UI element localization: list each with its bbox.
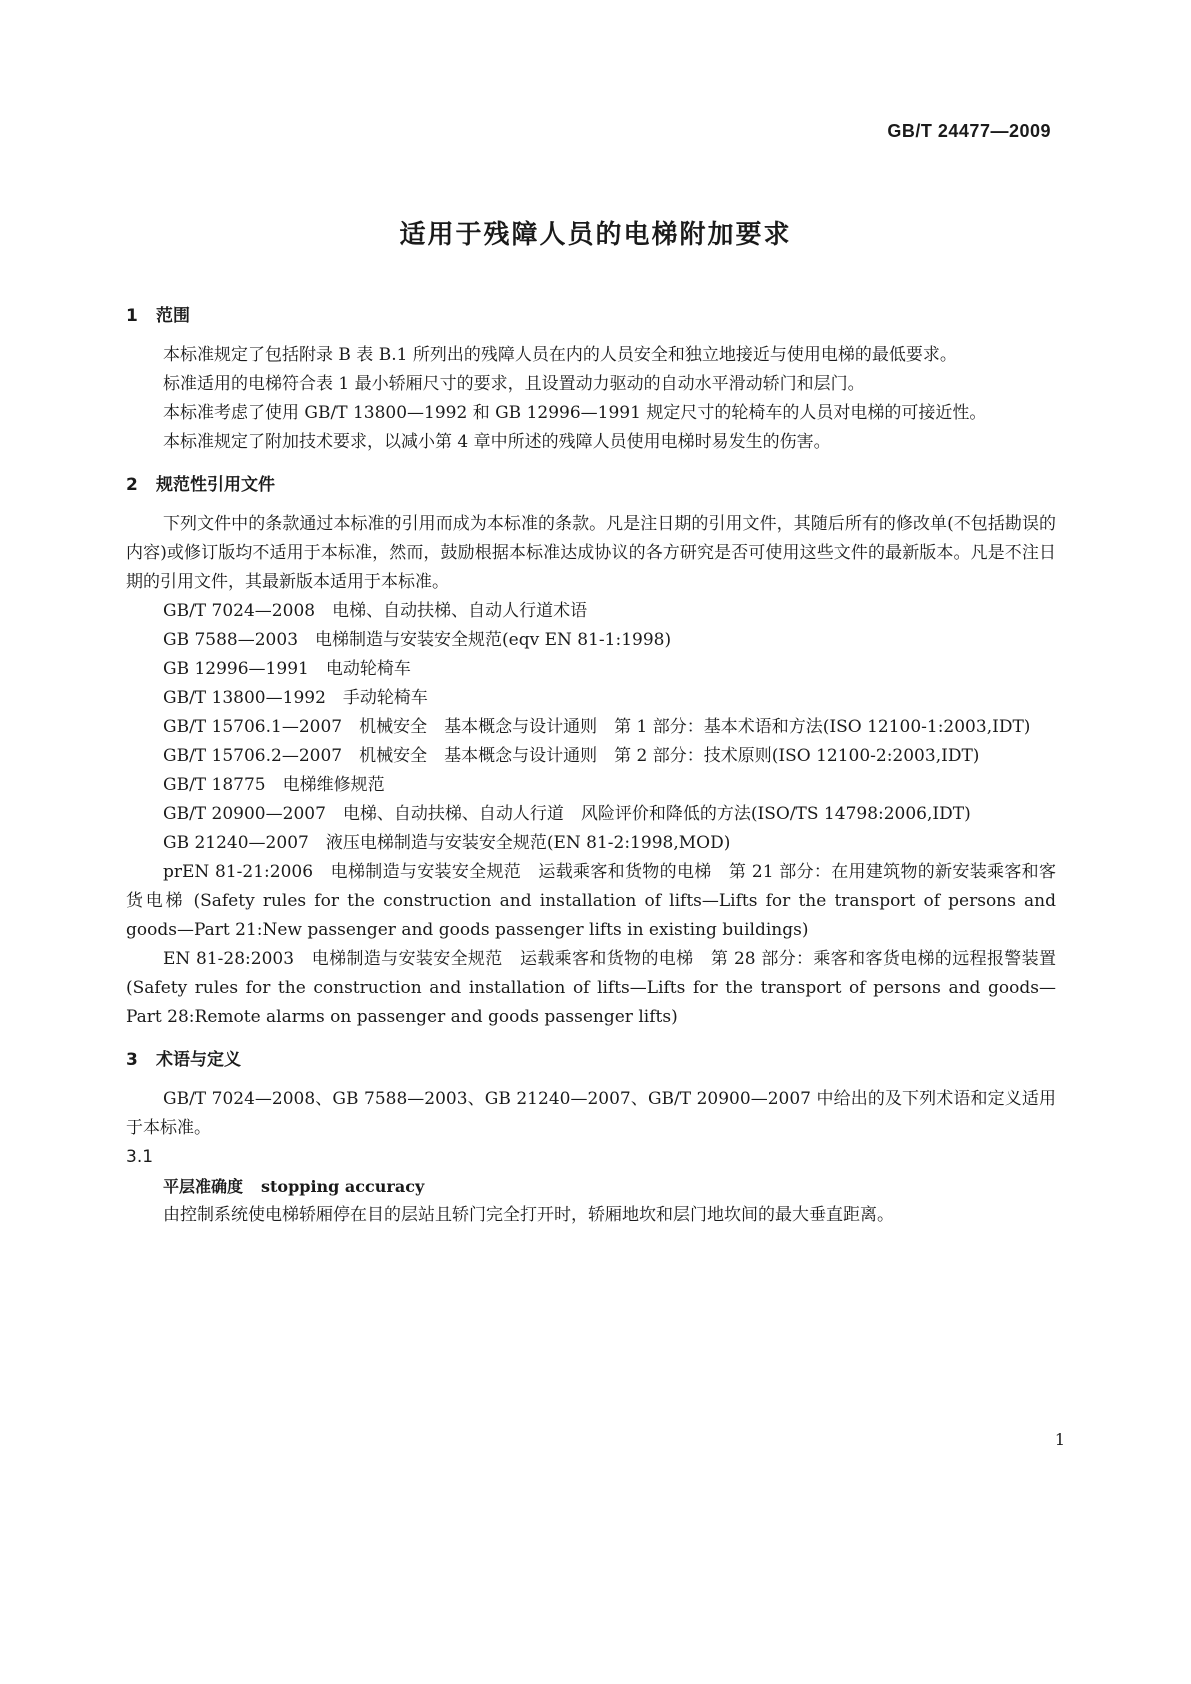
reference-item: GB 7588—2003 电梯制造与安装安全规范(eqv EN 81-1:1998): [163, 630, 672, 650]
reference-item: GB/T 20900—2007 电梯、自动扶梯、自动人行道 风险评价和降低的方法(ISO/TS 14798:2006,IDT): [163, 804, 971, 824]
reference-item: GB/T 13800—1992 手动轮椅车: [163, 688, 428, 708]
standard-code: GB/T 24477—2009: [887, 121, 1051, 141]
section-title: 范围: [156, 306, 190, 326]
reference-item: GB/T 15706.2—2007 机械安全 基本概念与设计通则 第 2 部分：技术原则(ISO 12100-2:2003,IDT): [163, 746, 980, 766]
section-number: 1: [126, 306, 138, 326]
term-entry: [126, 1172, 1056, 1201]
paragraph: 下列文件中的条款通过本标准的引用而成为本标准的条款。凡是注日期的引用文件，其随后所有的修改单(不包括勘误的内容)或修订版均不适用于本标准，然而，鼓励根据本标准达成协议的各方研究是否可使用这些文件的最新版本。凡是不注日期的引用文件，其最新版本适用于本标准。: [126, 514, 1056, 592]
term-chinese: 平层准确度: [163, 1177, 244, 1196]
paragraph: 本标准规定了附加技术要求，以减小第 4 章中所述的残障人员使用电梯时易发生的伤害。: [163, 432, 831, 452]
term-english: stopping accuracy: [261, 1177, 425, 1196]
section-number: 2: [126, 475, 138, 495]
section-number: 3: [126, 1050, 138, 1070]
section-heading-terms: [126, 1046, 1056, 1075]
paragraph: 本标准考虑了使用 GB/T 13800—1992 和 GB 12996—1991 规定尺寸的轮椅车的人员对电梯的可接近性。: [163, 403, 987, 423]
section-title: 术语与定义: [156, 1050, 241, 1070]
clause-number: 3.1: [126, 1147, 154, 1167]
reference-item: GB/T 15706.1—2007 机械安全 基本概念与设计通则 第 1 部分：基本术语和方法(ISO 12100-1:2003,IDT): [163, 717, 1031, 737]
reference-item: GB 21240—2007 液压电梯制造与安装安全规范(EN 81-2:1998,MOD): [163, 833, 731, 853]
page-title: 适用于残障人员的电梯附加要求: [399, 220, 792, 250]
paragraph: GB/T 7024—2008、GB 7588—2003、GB 21240—2007、GB/T 20900—2007 中给出的及下列术语和定义适用于本标准。: [126, 1089, 1056, 1138]
reference-item: EN 81-28:2003 电梯制造与安装安全规范 运载乘客和货物的电梯 第 28 部分：乘客和客货电梯的远程报警装置(Safety rules for the construction and installation of lifts—Lifts for the transport of persons and goods—Part 28:Remote alarms on passenger and goods passenger lifts): [126, 949, 1056, 1027]
paragraph: 标准适用的电梯符合表 1 最小轿厢尺寸的要求，且设置动力驱动的自动水平滑动轿门和层门。: [163, 374, 865, 394]
page-number: 1: [1054, 1430, 1065, 1449]
section-heading-normative-references: [126, 471, 1056, 500]
document-body: [126, 302, 1062, 1230]
reference-item: GB 12996—1991 电动轮椅车: [163, 659, 411, 679]
section-title: 规范性引用文件: [156, 475, 275, 495]
reference-item: GB/T 18775 电梯维修规范: [163, 775, 385, 795]
paragraph: 本标准规定了包括附录 B 表 B.1 所列出的残障人员在内的人员安全和独立地接近与使用电梯的最低要求。: [163, 345, 957, 365]
reference-item: prEN 81-21:2006 电梯制造与安装安全规范 运载乘客和货物的电梯 第 21 部分：在用建筑物的新安装乘客和客货电梯 (Safety rules for the construction and installation of lifts—Lifts for the transport of persons and goods—Part 21:New passenger and goods passenger lifts in existing buildings): [126, 862, 1062, 940]
reference-item: GB/T 7024—2008 电梯、自动扶梯、自动人行道术语: [163, 601, 588, 621]
section-heading-scope: [126, 302, 1056, 331]
term-definition: 由控制系统使电梯轿厢停在目的层站且轿门完全打开时，轿厢地坎和层门地坎间的最大垂直距离。: [163, 1205, 894, 1225]
